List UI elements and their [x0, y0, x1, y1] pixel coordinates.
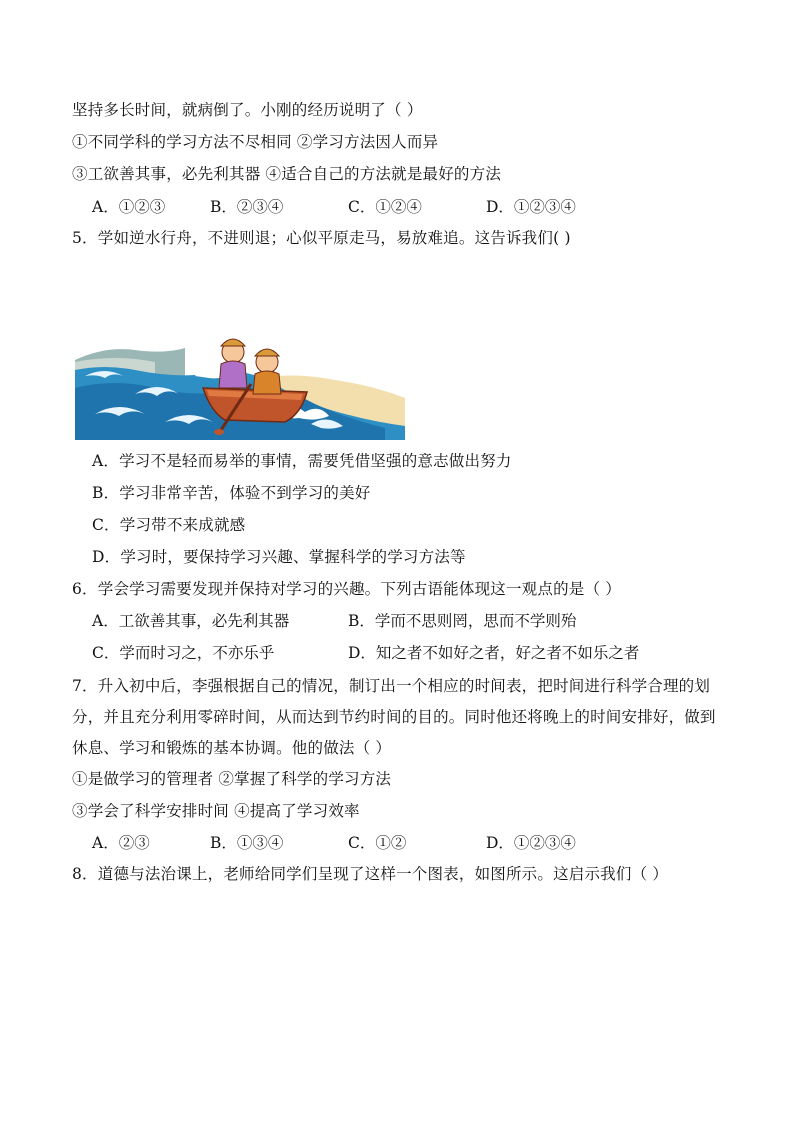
q7-options: [92, 833, 576, 853]
q8-stem: 8．道德与法治课上，老师给同学们呈现了这样一个图表，如图所示。这启示我们（ ）: [72, 865, 669, 883]
q7-stem-line-3: 休息、学习和锻炼的基本协调。他的做法（ ）: [72, 739, 392, 757]
q4-option-a[interactable]: A．①②③: [92, 198, 166, 216]
q7-statement-3-4: ③学会了科学安排时间 ④提高了学习效率: [72, 802, 360, 820]
q4-option-d[interactable]: D．①②③④: [486, 198, 576, 216]
rowing-boat-illustration: [75, 318, 405, 440]
q7-option-d[interactable]: D．①②③④: [486, 834, 576, 852]
q5-option-c[interactable]: C．学习带不来成就感: [92, 516, 246, 534]
q5-option-b[interactable]: B．学习非常辛苦，体验不到学习的美好: [92, 484, 371, 502]
q4-stem-continuation: 坚持多长时间，就病倒了。小刚的经历说明了（ ）: [72, 101, 423, 119]
q4-option-c[interactable]: C．①②④: [348, 198, 422, 216]
q7-stem-line-2: 分，并且充分利用零碎时间，从而达到节约时间的目的。同时他还将晚上的时间安排好，做到: [72, 708, 716, 726]
q5-stem: 5．学如逆水行舟，不进则退；心似平原走马，易放难追。这告诉我们( ): [72, 229, 571, 247]
q4-statement-1-2: ①不同学科的学习方法不尽相同 ②学习方法因人而异: [72, 133, 439, 151]
q6-option-b[interactable]: B．学而不思则罔，思而不学则殆: [348, 612, 577, 630]
q4-statement-3-4: ③工欲善其事，必先利其器 ④适合自己的方法就是最好的方法: [72, 165, 502, 183]
q5-option-d[interactable]: D．学习时，要保持学习兴趣、掌握科学的学习方法等: [92, 548, 466, 566]
q7-option-b[interactable]: B．①③④: [210, 834, 284, 852]
q6-option-a[interactable]: A．工欲善其事，必先利其器: [92, 612, 290, 630]
q7-statement-1-2: ①是做学习的管理者 ②掌握了科学的学习方法: [72, 770, 392, 788]
q7-option-a[interactable]: A．②③: [92, 834, 150, 852]
q6-options-row-1: [92, 611, 576, 631]
q6-options-row-2: [92, 643, 639, 663]
q5-option-a[interactable]: A．学习不是轻而易举的事情，需要凭借坚强的意志做出努力: [92, 452, 512, 470]
q7-option-c[interactable]: C．①②: [348, 834, 407, 852]
q7-stem-line-1: 7．升入初中后，李强根据自己的情况，制订出一个相应的时间表，把时间进行科学合理的划: [72, 677, 711, 695]
q6-stem: 6．学会学习需要发现并保持对学习的兴趣。下列古语能体现这一观点的是（ ）: [72, 580, 621, 598]
q4-option-b[interactable]: B．②③④: [210, 198, 284, 216]
q6-option-d[interactable]: D．知之者不如好之者，好之者不如乐之者: [348, 644, 640, 662]
q6-option-c[interactable]: C．学而时习之，不亦乐乎: [92, 644, 275, 662]
q4-options: [92, 197, 576, 217]
